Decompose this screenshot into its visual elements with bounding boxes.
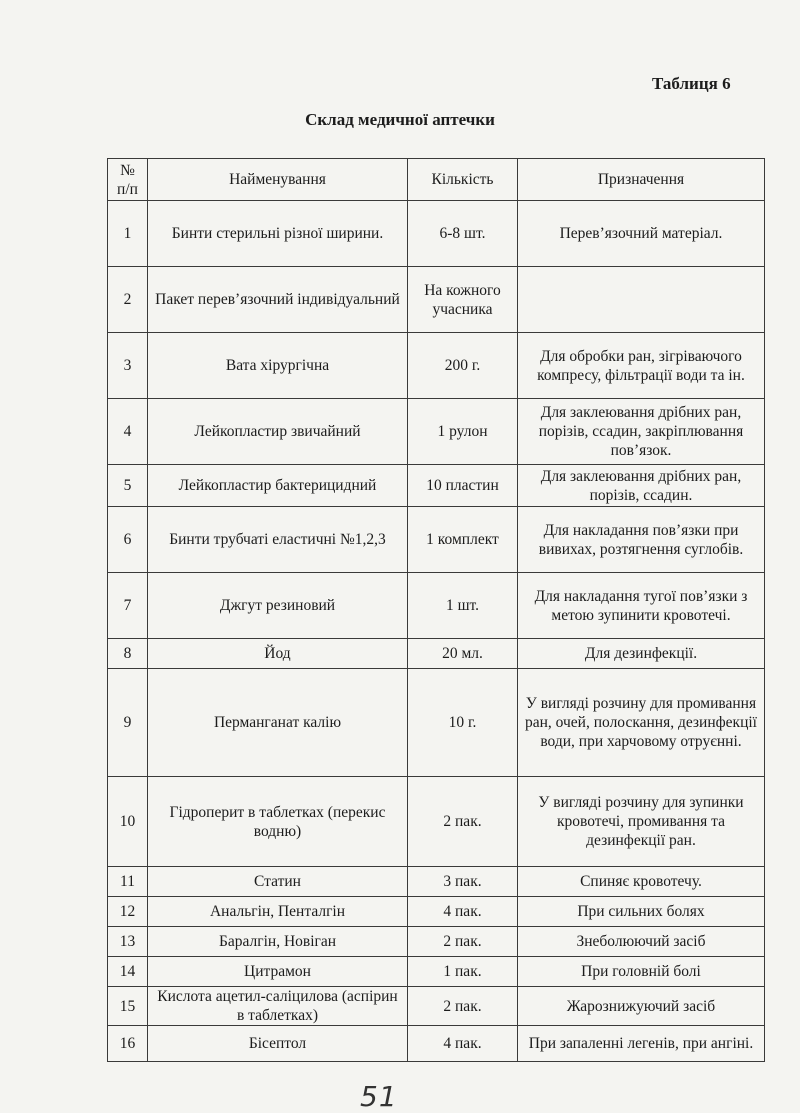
row-number: 2: [108, 267, 148, 333]
table-row: [108, 507, 765, 573]
row-number: 1: [108, 201, 148, 267]
row-number: 3: [108, 333, 148, 399]
table-row: [108, 399, 765, 465]
item-quantity: На кожного учасника: [408, 267, 518, 333]
item-quantity: 4 пак.: [408, 1026, 518, 1062]
table-row: [108, 927, 765, 957]
item-quantity: 4 пак.: [408, 897, 518, 927]
table-row: [108, 267, 765, 333]
table-row: [108, 333, 765, 399]
table-row: [108, 777, 765, 867]
row-number: 15: [108, 987, 148, 1026]
item-name: Йод: [148, 639, 408, 669]
item-quantity: 2 пак.: [408, 987, 518, 1026]
item-name: Вата хірургічна: [148, 333, 408, 399]
item-name: Лейкопластир бактерицидний: [148, 465, 408, 507]
item-purpose: Жарознижуючий засіб: [518, 987, 765, 1026]
item-purpose: Для заклеювання дрібних ран, порізів, ссадин, закріплювання пов’язок.: [518, 399, 765, 465]
item-purpose: У вигляді розчину для зупинки кровотечі, промивання та дезинфекції ран.: [518, 777, 765, 867]
header-purpose: Призначення: [518, 159, 765, 201]
item-purpose: Для накладання тугої пов’язки з метою зупинити кровотечі.: [518, 573, 765, 639]
item-name: Лейкопластир звичайний: [148, 399, 408, 465]
item-purpose: Для заклеювання дрібних ран, порізів, ссадин.: [518, 465, 765, 507]
item-quantity: 2 пак.: [408, 927, 518, 957]
row-number: 10: [108, 777, 148, 867]
item-quantity: 3 пак.: [408, 867, 518, 897]
item-purpose: При сильних болях: [518, 897, 765, 927]
row-number: 4: [108, 399, 148, 465]
item-name: Цитрамон: [148, 957, 408, 987]
table-row: [108, 639, 765, 669]
item-name: Пакет перев’язочний індивідуальний: [148, 267, 408, 333]
item-name: Бинти стерильні різної ширини.: [148, 201, 408, 267]
item-purpose: Для дезинфекції.: [518, 639, 765, 669]
item-quantity: 10 г.: [408, 669, 518, 777]
item-quantity: 1 комплект: [408, 507, 518, 573]
item-purpose: При головній болі: [518, 957, 765, 987]
document-title: Склад медичної аптечки: [305, 110, 495, 129]
table-row: [108, 897, 765, 927]
row-number: 7: [108, 573, 148, 639]
item-name: Баралгін, Новіган: [148, 927, 408, 957]
item-quantity: 1 пак.: [408, 957, 518, 987]
header-quantity: Кількість: [408, 159, 518, 201]
item-quantity: 1 рулон: [408, 399, 518, 465]
item-name: Бісептол: [148, 1026, 408, 1062]
item-quantity: 1 шт.: [408, 573, 518, 639]
item-purpose: Спиняє кровотечу.: [518, 867, 765, 897]
row-number: 9: [108, 669, 148, 777]
table-header-row: [108, 159, 765, 201]
item-purpose: Для накладання пов’язки при вивихах, розтягнення суглобів.: [518, 507, 765, 573]
item-quantity: 10 пластин: [408, 465, 518, 507]
row-number: 5: [108, 465, 148, 507]
item-purpose: Для обробки ран, зігріваючого компресу, фільтрації води та ін.: [518, 333, 765, 399]
row-number: 8: [108, 639, 148, 669]
item-purpose: Знеболюючий засіб: [518, 927, 765, 957]
row-number: 16: [108, 1026, 148, 1062]
page-number: 51: [360, 1080, 398, 1113]
table-row: [108, 669, 765, 777]
table-row: [108, 201, 765, 267]
item-name: Гідроперит в таблетках (перекис водню): [148, 777, 408, 867]
table-label: Таблиця 6: [652, 74, 731, 93]
item-quantity: 2 пак.: [408, 777, 518, 867]
row-number: 11: [108, 867, 148, 897]
header-number: № п/п: [108, 159, 148, 201]
row-number: 14: [108, 957, 148, 987]
item-purpose: У вигляді розчину для промивання ран, очей, полоскання, дезинфекції води, при харчовому отруєнні.: [518, 669, 765, 777]
item-name: Перманганат калію: [148, 669, 408, 777]
row-number: 13: [108, 927, 148, 957]
first-aid-kit-table: [107, 158, 765, 1062]
item-name: Анальгін, Пенталгін: [148, 897, 408, 927]
item-name: Бинти трубчаті еластичні №1,2,3: [148, 507, 408, 573]
item-purpose: При запаленні легенів, при ангіні.: [518, 1026, 765, 1062]
item-name: Кислота ацетил-саліцилова (аспірин в таблетках): [148, 987, 408, 1026]
item-quantity: 20 мл.: [408, 639, 518, 669]
item-quantity: 200 г.: [408, 333, 518, 399]
table-row: [108, 867, 765, 897]
table-row: [108, 1026, 765, 1062]
row-number: 6: [108, 507, 148, 573]
table-row: [108, 573, 765, 639]
item-name: Статин: [148, 867, 408, 897]
table-row: [108, 465, 765, 507]
row-number: 12: [108, 897, 148, 927]
header-name: Найменування: [148, 159, 408, 201]
item-purpose: [518, 267, 765, 333]
item-quantity: 6-8 шт.: [408, 201, 518, 267]
item-name: Джгут резиновий: [148, 573, 408, 639]
table-row: [108, 987, 765, 1026]
table-row: [108, 957, 765, 987]
item-purpose: Перев’язочний матеріал.: [518, 201, 765, 267]
